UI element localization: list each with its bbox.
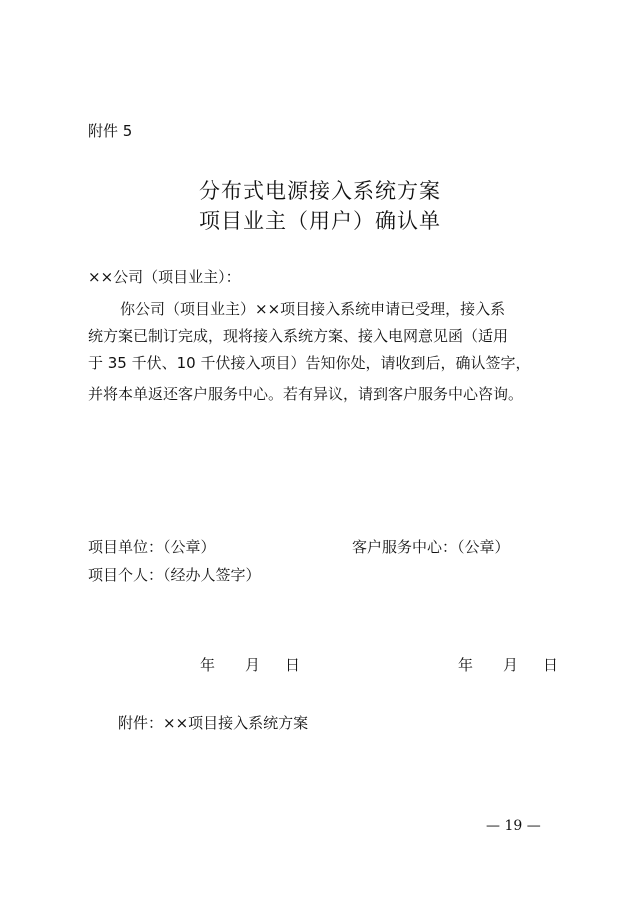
project-unit-seal-label: 项目单位：（公章） [88, 538, 216, 556]
right-date-month: 月 [503, 656, 519, 674]
service-center-seal-label: 客户服务中心：（公章） [352, 538, 510, 556]
right-date-day: 日 [543, 656, 559, 674]
body-paragraph-line-4: 并将本单返还客户服务中心。若有异议，请到客户服务中心咨询。 [88, 385, 524, 403]
body-paragraph-line-2: 统方案已制订完成，现将接入系统方案、接入电网意见函（适用 [88, 327, 509, 345]
body-paragraph-line-3: 于 35 千伏、10 千伏接入项目）告知你处，请收到后，确认签字， [88, 354, 531, 372]
left-date-month: 月 [245, 656, 261, 674]
document-title-line-2: 项目业主（用户）确认单 [199, 209, 441, 233]
body-paragraph-line-1: 你公司（项目业主）××项目接入系统申请已受理，接入系 [120, 300, 506, 318]
attachment-note: 附件：××项目接入系统方案 [118, 714, 309, 732]
left-date-year: 年 [200, 656, 216, 674]
salutation: ××公司（项目业主）： [88, 268, 241, 286]
right-date-year: 年 [458, 656, 474, 674]
page-number: — 19 — [486, 818, 541, 834]
document-title-line-1: 分布式电源接入系统方案 [199, 179, 441, 203]
attachment-label: 附件 5 [88, 122, 133, 140]
project-individual-signature-label: 项目个人：（经办人签字） [88, 566, 261, 584]
left-date-day: 日 [285, 656, 301, 674]
